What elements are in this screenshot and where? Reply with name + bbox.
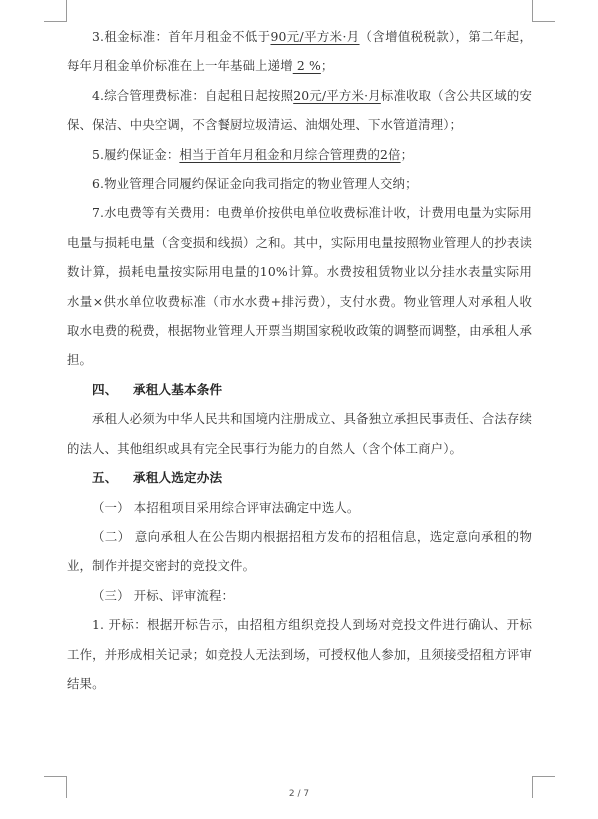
- paragraph-tenant-conditions: 承租人必须为中华人民共和国境内注册成立、具备独立承担民事责任、合法存续的法人、其他组织或具有完全民事行为能力的自然人（含个体工商户）。: [67, 411, 532, 456]
- text: 4.综合管理费标准：自起租日起按照: [92, 87, 294, 103]
- section-title: 承租人基本条件: [133, 381, 223, 397]
- text: 3.租金标准：首年月租金不低于: [92, 29, 271, 44]
- list-item-2: （二） 意向承租人在公告期内根据招租方发布的招租信息，选定意向承租的物业，制作并提交密封的竞投文件。: [67, 528, 532, 574]
- crop-mark-top-right-vertical: [532, 0, 533, 22]
- paragraph-property-deposit: 6.物业管理合同履约保证金向我司指定的物业管理人交纳；: [92, 176, 418, 192]
- underlined-rent-price: 90元/平方米·月: [270, 29, 360, 44]
- section-heading-5: [67, 463, 532, 492]
- crop-mark-top-left-vertical: [66, 0, 67, 22]
- text: 5.履约保证金：: [92, 146, 180, 162]
- underlined-deposit-amount: 相当于首年月租金和月综合管理费的2倍: [179, 146, 401, 162]
- text: 标准收取（含公共区域的安保、保洁、中央空调，不含餐厨垃圾清运、油烟处理、下水管道清理）；: [67, 87, 532, 133]
- underlined-increase-rate: 2 %: [292, 58, 321, 74]
- section-title: 承租人选定办法: [133, 470, 223, 486]
- section-number: 五、: [92, 470, 118, 486]
- text: ；: [400, 146, 414, 162]
- paragraph-deposit: [67, 140, 532, 169]
- paragraph-rent-standard: [67, 22, 532, 81]
- crop-mark-bottom-right-horizontal: [533, 776, 555, 777]
- crop-mark-top-right-horizontal: [533, 21, 555, 22]
- page-number: 2 / 7: [288, 789, 310, 799]
- paragraph-utility-fees: 7.水电费等有关费用：电费单价按供电单位收费标准计收，计费用电量为实际用电量与损耗电量（含变损和线损）之和。其中，实际用电量按照物业管理人的抄表读数计算，损耗电量按实际用电量的10%计算。水费按租赁物业以分挂水表量实际用水量×供水单位收费标准（市水水费+排污费），支付水费。物业管理人对承租人收取水电费的税费，根据物业管理人开票当期国家税收政策的调整而调整，由承租人承担。: [67, 205, 532, 368]
- text: （含增值税税款），第二年起，每年月租金单价标准在上一年基础上递增: [67, 29, 532, 74]
- list-item-3: （三） 开标、评审流程：: [92, 587, 235, 603]
- crop-mark-top-left-horizontal: [44, 21, 66, 22]
- section-number: 四、: [92, 381, 118, 397]
- text: ；: [320, 58, 334, 74]
- underlined-management-fee: 20元/平方米·月: [293, 87, 381, 103]
- crop-mark-bottom-left-horizontal: [44, 776, 66, 777]
- paragraph-management-fee: [67, 81, 532, 140]
- list-item-3-1: 1. 开标：根据开标告示，由招租方组织竞投人到场对竞投文件进行确认、开标工作，并形成相关记录；如竞投人无法到场，可授权他人参加，且须接受招租方评审结果。: [67, 617, 532, 691]
- document-body: [67, 22, 532, 698]
- section-heading-4: [67, 375, 532, 404]
- list-item-1: （一） 本招租项目采用综合评审法确定中选人。: [92, 499, 360, 515]
